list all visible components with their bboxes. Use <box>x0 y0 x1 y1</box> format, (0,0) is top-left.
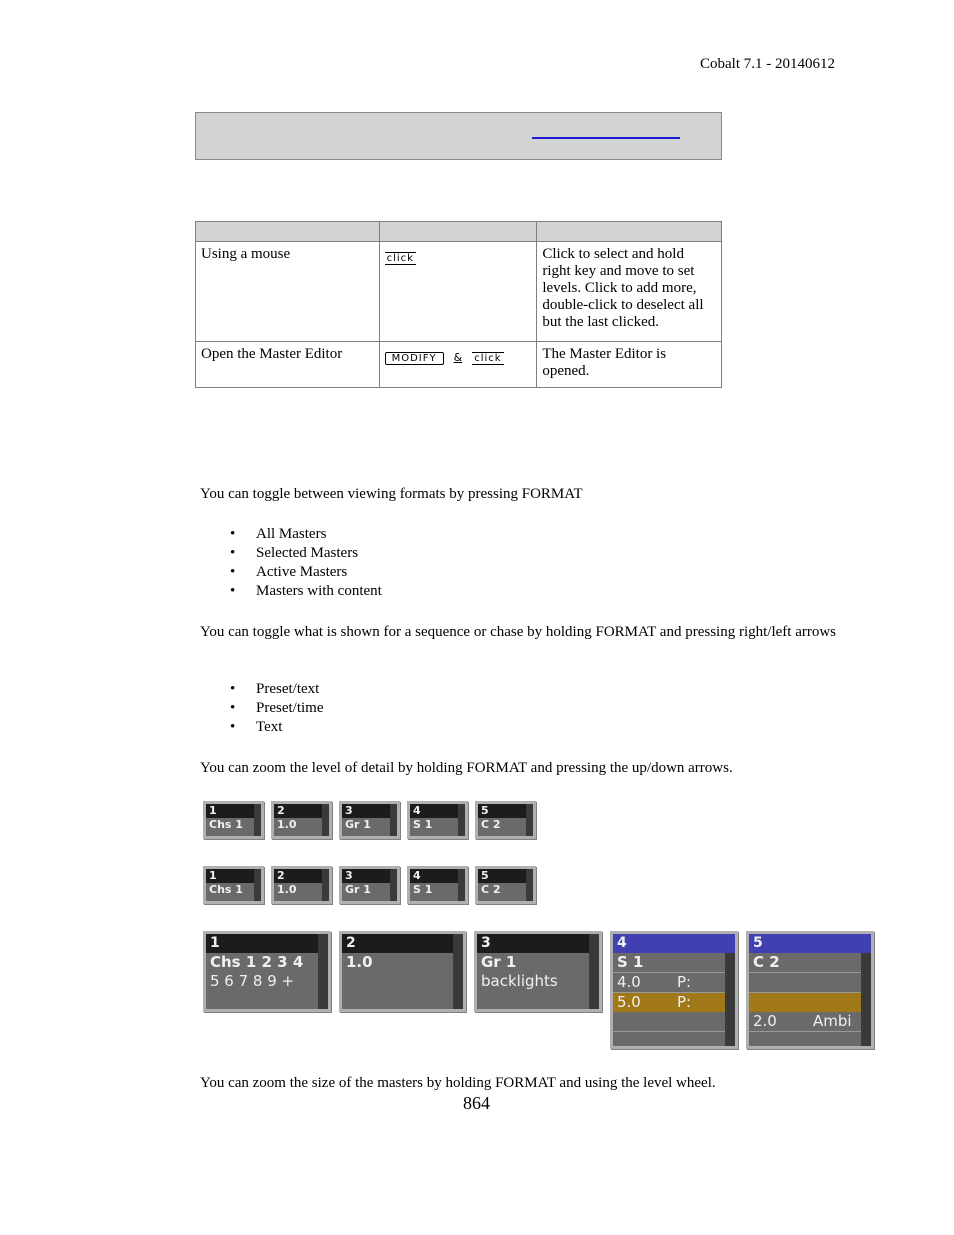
master-number: 3 <box>477 934 599 953</box>
click-key: click <box>386 253 414 264</box>
master-tile-4[interactable] <box>407 866 468 904</box>
master-number: 4 <box>410 804 465 818</box>
operation-cell: Using a mouse <box>196 242 380 342</box>
master-tile-2[interactable] <box>271 866 332 904</box>
master-label: Chs 1 2 3 4 <box>210 953 304 971</box>
list-item: • Masters with content <box>200 582 382 601</box>
formats-list <box>200 525 382 601</box>
size-zoom-paragraph: You can zoom the size of the masters by holding FORMAT and using the level wheel. <box>200 1075 716 1091</box>
result-cell: Click to select and hold right key and move to set levels. Click to add more, double-click to deselect all but the last clicked. <box>537 242 722 342</box>
chase-paragraph: You can toggle what is shown for a sequence or chase by holding FORMAT and pressing right/left arrows <box>200 624 837 640</box>
level-bar <box>589 934 599 1009</box>
list-item: • All Masters <box>200 525 382 544</box>
master-number: 2 <box>274 804 329 818</box>
level-bar <box>254 869 261 901</box>
list-item: • Selected Masters <box>200 544 382 563</box>
list-item: • Preset/text <box>200 680 324 699</box>
master-tile-5[interactable] <box>746 931 874 1049</box>
master-channels: 5 6 7 8 9 + <box>210 972 295 990</box>
level-bar <box>458 869 465 901</box>
master-tile-1[interactable] <box>203 866 264 904</box>
master-label: Gr 1 <box>481 953 517 971</box>
master-label: C 2 <box>749 953 871 973</box>
table-header-operation <box>196 222 380 242</box>
master-label: S 1 <box>413 883 433 896</box>
list-item: • Text <box>200 718 324 737</box>
level-bar <box>254 804 261 836</box>
master-tile-2[interactable] <box>339 931 466 1012</box>
master-text: backlights <box>481 972 558 990</box>
list-item: • Preset/time <box>200 699 324 718</box>
master-number: 2 <box>342 934 463 953</box>
master-tile-4[interactable] <box>407 801 468 839</box>
master-label: 1.0 <box>277 883 297 896</box>
table-header-result <box>537 222 722 242</box>
operations-table <box>195 221 722 388</box>
master-tile-5[interactable] <box>475 866 536 904</box>
page-number: 864 <box>463 1093 490 1113</box>
master-tile-1[interactable] <box>203 931 331 1012</box>
note-link[interactable] <box>532 137 680 139</box>
master-number: 5 <box>749 934 871 953</box>
level-bar <box>322 869 329 901</box>
level-bar <box>318 934 328 1009</box>
master-label: Gr 1 <box>345 883 371 896</box>
table-header-keys <box>379 222 537 242</box>
table-header-row <box>196 222 722 242</box>
and-symbol: & <box>453 351 463 364</box>
master-label: Chs 1 <box>209 883 243 896</box>
step-preset: P: <box>677 973 692 991</box>
chase-step <box>749 1012 871 1032</box>
master-tile-5[interactable] <box>475 801 536 839</box>
master-label: 1.0 <box>277 818 297 831</box>
keys-cell <box>379 242 537 342</box>
master-number: 4 <box>410 869 465 883</box>
chase-step-empty <box>749 973 871 993</box>
level-bar <box>526 869 533 901</box>
level-bar <box>390 804 397 836</box>
sequence-step <box>613 973 735 993</box>
level-bar <box>390 869 397 901</box>
master-tile-3[interactable] <box>474 931 602 1012</box>
master-tile-3[interactable] <box>339 801 400 839</box>
master-tile-1[interactable] <box>203 801 264 839</box>
master-number: 2 <box>274 869 329 883</box>
step-preset: P: <box>677 993 692 1011</box>
master-number: 3 <box>342 804 397 818</box>
master-tile-2[interactable] <box>271 801 332 839</box>
master-number: 1 <box>206 869 261 883</box>
operation-cell: Open the Master Editor <box>196 342 380 388</box>
level-bar <box>526 804 533 836</box>
result-cell: The Master Editor is opened. <box>537 342 722 388</box>
step-text: Ambi <box>813 1012 852 1030</box>
master-number: 1 <box>206 804 261 818</box>
level-bar <box>322 804 329 836</box>
master-number: 5 <box>478 804 533 818</box>
modify-key: MODIFY <box>385 352 444 365</box>
format-paragraph: You can toggle between viewing formats by pressing FORMAT <box>200 486 583 502</box>
step-time: 5.0 <box>617 993 641 1011</box>
level-bar <box>453 934 463 1009</box>
master-label: C 2 <box>481 818 501 831</box>
note-box <box>195 112 722 160</box>
master-number: 5 <box>478 869 533 883</box>
click-key: click <box>474 353 502 364</box>
step-time: 4.0 <box>617 973 641 991</box>
list-item: • Active Masters <box>200 563 382 582</box>
table-row <box>196 242 722 342</box>
master-label: 1.0 <box>346 953 373 971</box>
sequence-step-active <box>613 993 735 1012</box>
detail-zoom-paragraph: You can zoom the level of detail by holding FORMAT and pressing the up/down arrows. <box>200 760 733 776</box>
level-bar <box>725 953 735 1046</box>
chase-step-active <box>749 993 871 1012</box>
table-row <box>196 342 722 388</box>
master-number: 1 <box>206 934 328 953</box>
level-bar <box>458 804 465 836</box>
sequence-step-empty <box>613 1012 735 1032</box>
master-label: C 2 <box>481 883 501 896</box>
step-time: 2.0 <box>753 1012 777 1030</box>
keys-cell <box>379 342 537 388</box>
master-label: S 1 <box>613 953 735 973</box>
master-label: S 1 <box>413 818 433 831</box>
master-number: 4 <box>613 934 735 953</box>
master-tile-4[interactable] <box>610 931 738 1049</box>
chase-options-list <box>200 680 324 737</box>
master-label: Chs 1 <box>209 818 243 831</box>
level-bar <box>861 953 871 1046</box>
document-version: Cobalt 7.1 - 20140612 <box>700 56 835 72</box>
master-number: 3 <box>342 869 397 883</box>
master-label: Gr 1 <box>345 818 371 831</box>
master-tile-3[interactable] <box>339 866 400 904</box>
